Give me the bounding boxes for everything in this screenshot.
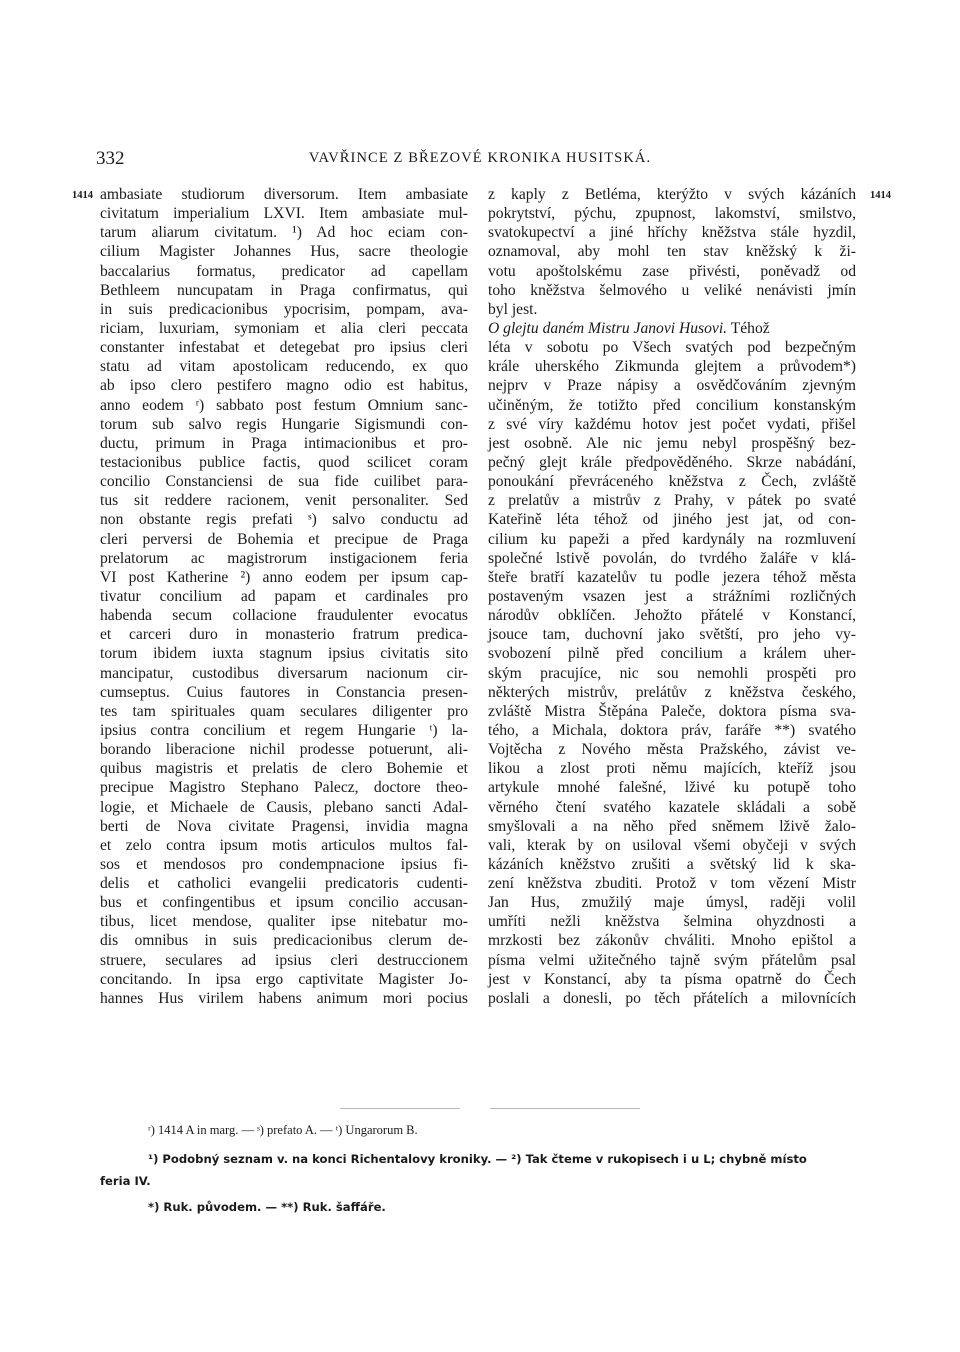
text-line: oznamoval, aby mohl ten stav kněžský k ži- [488, 243, 856, 261]
text-line: prelatorum ac magistrorum instigacionem feria [100, 549, 468, 567]
text-line: cleri perversi de Bohemia et precipue de Praga [100, 530, 468, 548]
text-line: dis omnibus in suis predicacionibus clerum de- [100, 932, 468, 950]
text-line: quibus magistris et prelatis de clero Bohemie et [100, 760, 468, 778]
text-line: statu ad vitam apostolicam reducendo, ex quo [100, 358, 468, 376]
text-line: tus sit reddere racionem, venit personaliter. Sed [100, 492, 468, 510]
text-line: concitando. In ipsa ergo captivitate Magister Jo- [100, 970, 468, 988]
text-line: torum ibidem iuxta stagnum ipsius civitatis sito [100, 645, 468, 663]
text-line: společné lstivě povolán, do tvrdého žaláře v klá- [488, 549, 856, 567]
text-line: jsouce tam, duchovní jako světští, pro jeho vy- [488, 626, 856, 644]
text-line: VI post Katherine ²) anno eodem per ipsum cap- [100, 568, 468, 586]
text-line: ponoukání převráceného kněžstva z Čech, zvláště [488, 473, 856, 491]
text-line: nejprv v Praze nápisy a osvědčováním zjevným [488, 377, 856, 395]
text-line: Vojtěcha z Nového města Pražského, závist ve- [488, 741, 856, 759]
text-line: logie, et Michaele de Causis, plebano sancti Adal- [100, 798, 468, 816]
text-line: učiněným, že totižto před concilium konstanským [488, 396, 856, 414]
text-line: svatokupectví a jiné hříchy kněžstva stále hyzdil, [488, 224, 856, 242]
footnote-variants: ʳ) 1414 A in marg. — ˢ) prefato A. — ᵗ) Ungarorum B. [148, 1123, 418, 1137]
text-line: cumseptus. Cuius fautores in Constancia presen- [100, 683, 468, 701]
text-line: cilium Magister Johannes Hus, sacre theologie [100, 243, 468, 261]
text-line: ipsius contra concilium et regem Hungarie ᵗ) la- [100, 721, 468, 739]
text-line: cilium ku papeži a před kardynály na rozmluvení [488, 530, 856, 548]
margin-year-left: 1414 [72, 190, 93, 201]
text-line: tarum aliarum civitatum. ¹) Ad hoc eciam con- [100, 224, 468, 242]
text-line: jest osobně. Ale nic jemu nebyl prospěšný bez- [488, 434, 856, 452]
text-line: tes tam spirituales quam seculares diligenter pro [100, 702, 468, 720]
text-line: z prelatův a mistrův z Prahy, v pátek po svaté [488, 492, 856, 510]
text-line: civitatum imperialium LXVI. Item ambasiate mul- [100, 205, 468, 223]
footnote-rule-left [340, 1108, 460, 1109]
text-line: artykule mnohé falešné, lživé ku potupě toho [488, 779, 856, 797]
text-line: národův obklíčen. Jehožto přátelé v Konstancí, [488, 607, 856, 625]
text-line: constanter infestabat et detegebat pro ipsius cleri [100, 339, 468, 357]
text-line: in suis predicacionibus ypocrisim, pompam, ava- [100, 300, 468, 318]
footnote-notes-line1: ¹) Podobný seznam v. na konci Richentalovy kroniky. — ²) Tak čteme v rukopisech i u L; chybně místo [148, 1152, 807, 1166]
text-line: precipue Magistro Stephano Palecz, doctore theo- [100, 779, 468, 797]
text-line: z své víry každému hotov jest počet vydati, přišel [488, 415, 856, 433]
text-line: riciam, luxuriam, symoniam et alia cleri peccata [100, 319, 468, 337]
footnote-czech-variants: *) Ruk. původem. — **) Ruk. šaffáře. [148, 1200, 386, 1214]
text-line: et zelo contra ipsum motis articulos multos fal- [100, 836, 468, 854]
text-line: věrného čtení svatého kazatele skládali a sobě [488, 798, 856, 816]
text-line: krále uherského Zikmunda glejtem a průvodem*) [488, 358, 856, 376]
text-line: léta v sobotu po Všech svatých pod bezpečným [488, 339, 856, 357]
text-line: zvláště Mistra Štěpána Paleče, doktora písma sva- [488, 702, 856, 720]
text-line: postaveným vsazen jest a strážními rozličných [488, 587, 856, 605]
text-line: borando liberacione nichil prodesse potuerunt, ali- [100, 741, 468, 759]
text-line: ab ipso clero pestifero magno odio est habitus, [100, 377, 468, 395]
text-line: svobození pilně před concilium a králem uher- [488, 645, 856, 663]
section-heading-line [488, 319, 856, 338]
text-line: hannes Hus virilem habens animum mori pocius [100, 989, 468, 1007]
footnote-notes-line2: feria IV. [100, 1174, 151, 1188]
text-line: tivatur concilium ad papam et cardinales pro [100, 587, 468, 605]
text-line: byl jest. [488, 300, 538, 318]
running-title: VAVŘINCE Z BŘEZOVÉ KRONIKA HUSITSKÁ. [308, 150, 652, 166]
text-line: tibus, licet mendose, qualiter ipse nitebatur mo- [100, 913, 468, 931]
text-line: jest v Konstancí, aby ta písma opatrně do Čech [488, 970, 856, 988]
footnote-rule-right [490, 1108, 640, 1109]
text-line: Kateřině léta téhož od jiného jest jat, od con- [488, 511, 856, 529]
text-line: šteře bratří kazatelův tu podle jezera téhož města [488, 568, 856, 586]
text-line: kázáních kněžstvo zrušiti a světský lid k ska- [488, 855, 856, 873]
text-line: umříti nežli kněžstva šelmina ohyzdnosti a [488, 913, 856, 931]
text-line: bus et confingentibus et ipsum concilio accusan- [100, 894, 468, 912]
text-line: sos et mendosos pro condempnacione ipsius fi- [100, 855, 468, 873]
text-line: likou a zlost proti němu majících, kteříž jsou [488, 760, 856, 778]
text-line: pečný glejt krále předpověděného. Skrze nabádání, [488, 453, 856, 471]
margin-year-right: 1414 [870, 190, 891, 201]
section-heading: O glejtu daném Mistru Janovi Husovi. [488, 319, 728, 337]
text-line: non obstante regis prefati ˢ) salvo conductu ad [100, 511, 468, 529]
text-line: ductu, primum in Praga intimacionibus et pro- [100, 434, 468, 452]
text-line: písma velmi užitečného tajně svým přátelům psal [488, 951, 856, 969]
text-line: mancipatur, custodibus diversarum nacionum cir- [100, 664, 468, 682]
text-line: zení kněžstva zbuditi. Protož v tom vězení Mistr [488, 875, 856, 893]
text-line: poslali a donesli, po těch přátelích a milovnících [488, 989, 856, 1007]
text-line: testacionibus publice factis, quod scilicet coram [100, 453, 468, 471]
text-line: torum sub salvo regis Hungarie Sigismundi con- [100, 415, 468, 433]
text-line: z kaply z Betléma, kterýžto v svých kázáních [488, 186, 856, 203]
section-heading-continuation: Téhož [727, 319, 770, 337]
left-column [100, 185, 468, 1008]
text-line: votu apoštolskému zase přivésti, poněvadž od [488, 262, 856, 280]
text-line: concilio Constanciensi de sua fide cuilibet para- [100, 473, 468, 491]
text-line: tého, a Michala, doktora práv, faráře **) svatého [488, 721, 856, 739]
text-line: ským pracujíce, nic sou nemohli prospěti pro [488, 664, 856, 682]
text-line: mrzkosti bez zákonův chváliti. Mnoho epištol a [488, 932, 856, 950]
text-line: pokrytství, pýchu, zpupnost, lakomství, smilstvo, [488, 205, 856, 223]
text-line: delis et catholici evangelii predicatoris cudenti- [100, 875, 468, 893]
text-line: některých mistrův, prelátův z kněžstva českého, [488, 683, 856, 701]
text-line: toho kněžstva šelmového u veliké nenávisti jmín [488, 281, 856, 299]
text-line: smyšlovali a na něho před sněmem lživě žalo- [488, 817, 856, 835]
text-line: Jan Hus, zmužilý maje úmysl, raději volil [488, 894, 856, 912]
right-column [488, 185, 856, 1008]
text-line: vali, kterak by on usiloval všemi obyčeji v svých [488, 836, 856, 854]
text-line: struere, seculares ad ipsius cleri destruccionem [100, 951, 468, 969]
text-line: habenda secum collacione fraudulenter evocatus [100, 607, 468, 625]
page-number: 332 [96, 148, 125, 169]
text-line: anno eodem ʳ) sabbato post festum Omnium sanc- [100, 396, 468, 414]
text-line: ambasiate studiorum diversorum. Item ambasiate [100, 186, 468, 203]
text-line: berti de Nova civitate Pragensi, invidia magna [100, 817, 468, 835]
text-line: Bethleem nuncupatam in Praga confirmatus, qui [100, 281, 468, 299]
text-line: et carceri duro in monasterio fratrum predica- [100, 626, 468, 644]
text-line: baccalarius formatus, predicator ad capellam [100, 262, 468, 280]
